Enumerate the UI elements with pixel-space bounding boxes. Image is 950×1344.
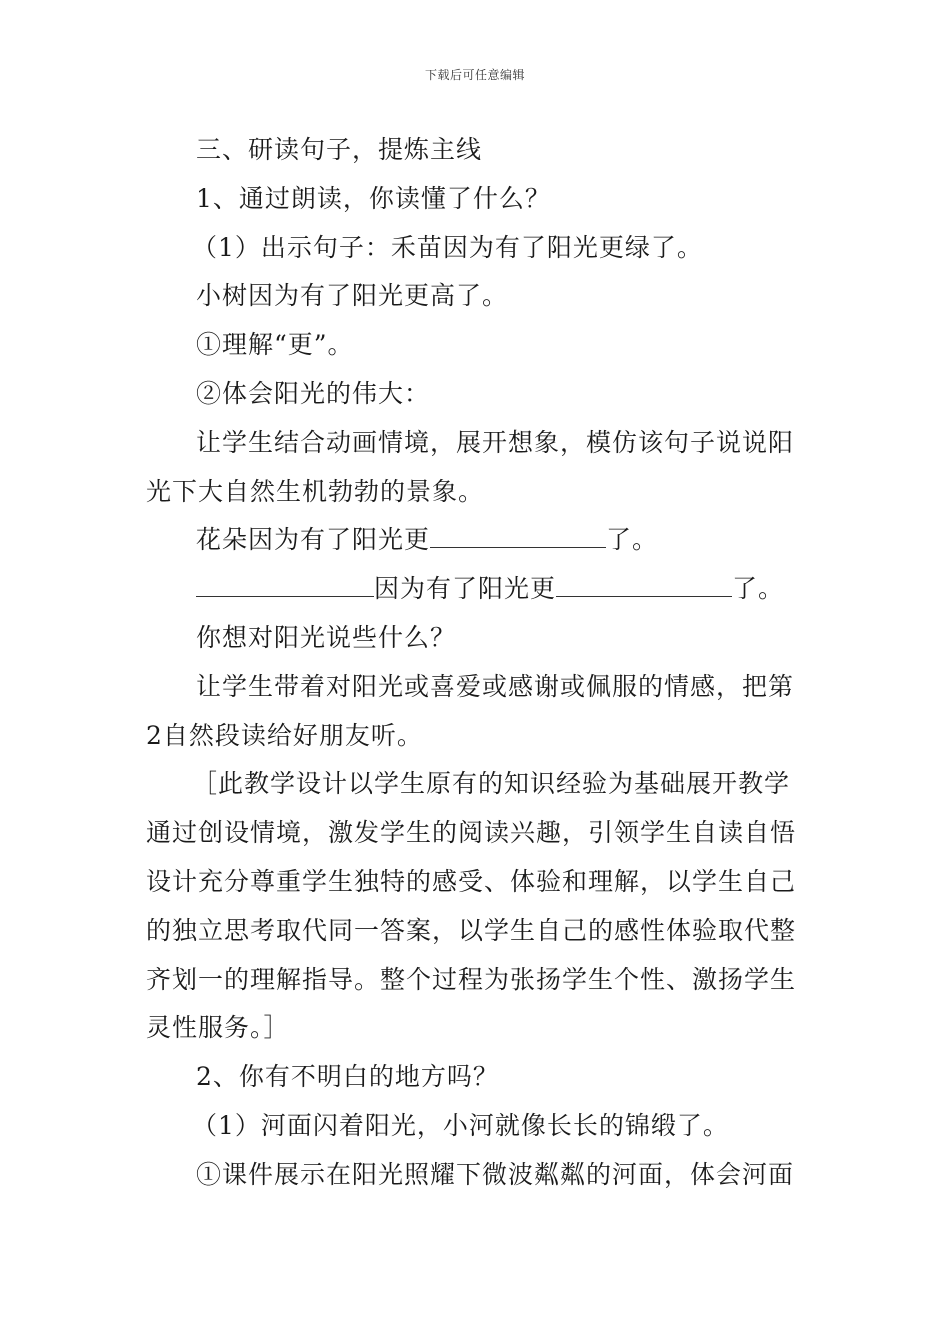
fill-blank-2	[146, 565, 810, 614]
document-body	[146, 126, 810, 1200]
question-2-step-1: ①课件展示在阳光照耀下微波粼粼的河面，体会河面	[196, 1159, 795, 1189]
question-1: 1、通过朗读，你读懂了什么？	[196, 183, 551, 213]
question-1-item-1: （1）出示句子：禾苗因为有了阳光更绿了。	[192, 232, 703, 262]
paragraph-read: 让学生带着对阳光或喜爱或感谢或佩服的情感，把第2自然段读给好朋友听。	[146, 671, 795, 750]
blank-line	[196, 574, 374, 597]
fill-blank-1	[146, 516, 810, 565]
design-note: ［此教学设计以学生原有的知识经验为基础展开教学通过创设情境，激发学生的阅读兴趣，引领学生自读自悟设计充分尊重学生独特的感受、体验和理解，以学生自己的独立思考取代同一答案，以学生自己的感性体验取代整齐划一的理解指导。整个过程为张扬学生个性、激扬学生灵性服务。］	[146, 769, 797, 1043]
section-heading: 三、研读句子，提炼主线	[196, 135, 483, 164]
blank-line	[430, 525, 606, 548]
fill-blank-2-middle: 因为有了阳光更	[374, 574, 557, 604]
paragraph-imagine: 让学生结合动画情境，展开想象，模仿该句子说说阳光下大自然生机勃勃的景象。	[146, 427, 795, 506]
step-2: ②体会阳光的伟大：	[196, 378, 431, 408]
blank-line	[556, 574, 732, 597]
question-2: 2、你有不明白的地方吗？	[196, 1062, 499, 1092]
fill-blank-1-suffix: 了。	[606, 525, 659, 555]
page-header: 下载后可任意编辑	[424, 68, 525, 82]
question-1-line-2: 小树因为有了阳光更高了。	[196, 281, 509, 311]
fill-blank-2-suffix: 了。	[732, 574, 785, 604]
question-sun: 你想对阳光说些什么？	[196, 622, 457, 652]
fill-blank-1-prefix: 花朵因为有了阳光更	[196, 525, 431, 555]
step-1: ①理解“更”。	[196, 330, 354, 360]
question-2-item-1: （1）河面闪着阳光，小河就像长长的锦缎了。	[192, 1110, 729, 1140]
